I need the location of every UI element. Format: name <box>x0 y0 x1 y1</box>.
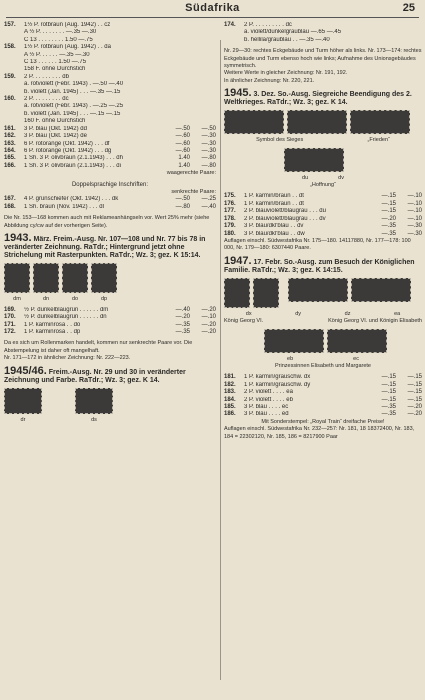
catalog-entry-row <box>4 29 216 36</box>
price-mint <box>164 29 190 36</box>
catalog-number: 159. <box>4 73 16 80</box>
catalog-number <box>4 118 24 125</box>
note: In ähnlicher Zeichnung: Nr. 220, 221. <box>224 77 315 84</box>
catalog-number <box>4 29 24 36</box>
catalog-number: 176. <box>224 200 236 207</box>
catalog-number: 179. <box>224 223 236 230</box>
entry-description: 4 P. grünschiefer (Okt. 1942) . . . dk <box>24 196 119 203</box>
header-rule <box>6 17 419 18</box>
stamp-caption: dy <box>295 310 302 317</box>
price-used <box>190 118 216 125</box>
price-mint: —.15 <box>381 374 396 381</box>
catalog-entry-row <box>4 59 216 66</box>
stamp-caption: dz <box>344 310 351 317</box>
price-used <box>396 29 422 36</box>
stamp-caption: Symbol des Sieges <box>256 137 304 144</box>
price-used <box>396 37 422 44</box>
pair-label: senkrechte Paare: <box>171 188 216 195</box>
price-mint: —.50 <box>175 196 190 203</box>
catalog-number: 169. <box>4 306 16 313</box>
stamp-image <box>4 388 42 414</box>
stamp-caption: du <box>302 174 309 181</box>
entry-description: 6 P. rotorange (Okt. 1942) . . . dg <box>24 147 112 154</box>
note: Auflagen einschl. Südwestafrika Nr. 175—180. 14117880, Nr. 177—178: 100 000, Nr. 179—180: 6307440 Paare. <box>224 237 411 252</box>
column-divider <box>220 40 221 680</box>
price-mint: —.35 <box>381 230 396 237</box>
catalog-entry-row <box>4 133 216 140</box>
price-used <box>190 111 216 118</box>
price-used: —.20 <box>201 321 216 328</box>
stamp-images-sieg-2 <box>224 148 422 172</box>
stamp-caption-row <box>224 318 422 325</box>
right-rows-top <box>224 22 422 44</box>
catalog-number: 180. <box>224 230 236 237</box>
catalog-number: 181. <box>224 374 236 381</box>
stamp-caption: dm <box>13 296 21 303</box>
catalog-entry-row <box>4 322 216 329</box>
entry-description: 1 P. karminrosa . . dp <box>24 329 81 335</box>
price-mint <box>164 22 190 29</box>
stamp-caption: do <box>71 296 79 303</box>
price-used: —.50 <box>201 125 216 132</box>
catalog-entry-row <box>4 103 216 110</box>
section-year: 1943. <box>4 231 32 244</box>
catalog-entry-row <box>224 216 422 223</box>
stamp-caption: König Georg VI. <box>224 318 264 325</box>
stamp-caption: „Hoffnung“ <box>310 182 336 189</box>
stamp-caption: König Georg VI. und Königin Elisabeth <box>328 318 422 325</box>
stamp-images-1947 <box>224 278 422 308</box>
stamp-image <box>264 329 324 353</box>
price-used: —.10 <box>407 215 422 222</box>
catalog-entry-row <box>224 389 422 396</box>
stamp-caption: ea <box>394 310 401 317</box>
price-used: —.30 <box>407 223 422 230</box>
stamp-image <box>62 263 88 293</box>
entry-description: 2 P. . . . . . . . . . dc <box>244 22 292 28</box>
catalog-entry-row <box>4 148 216 155</box>
price-mint <box>370 37 396 44</box>
price-used <box>190 66 216 73</box>
catalog-entry-row <box>4 314 216 321</box>
price-used <box>190 89 216 96</box>
catalog-entry-row <box>4 196 216 203</box>
catalog-number <box>4 111 24 118</box>
entry-description: 1½ P. rotbraun (Aug. 1942) . . da <box>24 44 111 51</box>
catalog-entry-row <box>4 37 216 44</box>
entry-description: 1 Sh. 3 P. olivbraun (2.1.1943) . . . di <box>24 162 121 169</box>
catalog-number <box>4 52 24 59</box>
entry-description: 3 P. blau (Okt. 1942) de <box>24 133 87 140</box>
catalog-entry-row <box>224 223 422 230</box>
catalog-entry-row <box>4 204 216 211</box>
stamp-caption: dv <box>338 174 344 181</box>
price-used: —.15 <box>407 389 422 396</box>
catalog-number: 161. <box>4 125 16 132</box>
left-rows-1943 <box>4 307 216 337</box>
catalog-entry-row <box>4 155 216 162</box>
catalog-number: 162. <box>4 133 16 140</box>
stamp-image <box>224 110 284 134</box>
price-mint <box>164 89 190 96</box>
price-used <box>190 22 216 29</box>
section-year: 1945/46. <box>4 364 47 377</box>
price-mint: —.20 <box>381 215 396 222</box>
section-text: Freim.-Ausg. Nr. 29 und 30 in veränderter Zeichnung und Farbe. RaTdr.; Wz. 3; gez. K 14. <box>4 368 186 384</box>
stamp-images-1947-2 <box>224 329 422 353</box>
price-used: —.10 <box>407 200 422 207</box>
stamp-caption: Prinzessinnen Elisabeth und Margarete <box>274 362 371 369</box>
catalog-entry-row <box>224 22 422 29</box>
price-used <box>190 29 216 36</box>
catalog-entry-row <box>224 37 422 44</box>
price-mint <box>164 44 190 51</box>
entry-description: 3 P. blau . . . . ed <box>244 411 289 418</box>
catalog-entry-row <box>4 141 216 148</box>
stamp-image <box>4 263 30 293</box>
catalog-entry-row <box>4 329 216 336</box>
catalog-number: 172. <box>4 329 16 335</box>
section-text: 3. Dez. So.-Ausg. Siegreiche Beendigung des 2. Weltkrieges. RaTdr.; Wz. 3; gez. K 14. <box>224 91 412 107</box>
stamp-caption: dx <box>245 310 252 317</box>
price-used: —.15 <box>407 374 422 381</box>
price-used: —.20 <box>407 403 422 410</box>
price-mint: —.15 <box>381 200 396 207</box>
catalog-number <box>4 66 24 73</box>
catalog-number: 186. <box>224 411 236 418</box>
price-used: —.20 <box>201 306 216 313</box>
catalog-number: 164. <box>4 147 16 154</box>
right-rows-1947 <box>224 374 422 418</box>
catalog-entry-row <box>224 231 422 238</box>
entry-description: 1 P. karmin/braun . . dt <box>244 200 304 207</box>
stamp-image <box>350 110 410 134</box>
catalog-number: 177. <box>224 208 236 215</box>
catalog-number <box>4 89 24 96</box>
price-mint: 1.40 <box>178 155 190 162</box>
entry-description: 2 P. blauviolett/blaugrau . . . du <box>244 208 326 215</box>
catalog-entry-row <box>4 163 216 170</box>
price-used <box>190 96 216 103</box>
section-text: 17. Febr. So.-Ausg. zum Besuch der Königlichen Familie. RaTdr.; Wz. 3; gez. K 14:15. <box>224 258 415 274</box>
price-mint <box>164 74 190 81</box>
catalog-number: 183. <box>224 389 236 396</box>
stamp-image <box>287 110 347 134</box>
entry-description: 1 P. karmin/braun . . dt <box>244 193 304 200</box>
catalog-number: 171. <box>4 321 16 328</box>
catalog-entry-row <box>4 74 216 81</box>
entry-description: 3 P. blau/dkl'blau . . dv <box>244 223 304 230</box>
entry-description: A ½ P. . . . . . —.35 —.30 <box>24 51 90 58</box>
note: Weitere Werte in gleicher Zeichnung: Nr. 191, 192. <box>224 70 348 77</box>
catalog-number: 170. <box>4 314 16 321</box>
price-mint <box>164 37 190 44</box>
entry-description: b. hellila/graublau . . —.35 —.40 <box>244 36 330 43</box>
stamp-caption-row <box>224 311 422 318</box>
catalog-number: 182. <box>224 381 236 388</box>
entry-description: 1½ P. rotbraun (Aug. 1942) . . cz <box>24 22 111 28</box>
stamp-image <box>75 388 113 414</box>
section-year: 1945. <box>224 87 252 100</box>
catalog-number <box>224 37 244 44</box>
catalog-number: 166. <box>4 162 16 169</box>
entry-description: 3 P. blau . . . . ec <box>244 403 289 410</box>
price-mint: —.15 <box>381 389 396 396</box>
catalog-entry-row <box>224 193 422 200</box>
price-used: —.25 <box>201 196 216 203</box>
stamp-caption: ec <box>353 355 359 362</box>
price-mint: 1.40 <box>178 162 190 169</box>
stamp-image <box>224 278 250 308</box>
catalog-entry-row <box>4 66 216 73</box>
price-used: —.30 <box>407 230 422 237</box>
price-mint: —.50 <box>175 125 190 132</box>
price-used <box>190 44 216 51</box>
catalog-entry-row <box>224 201 422 208</box>
price-mint: —.15 <box>381 381 396 388</box>
entry-description: 1 P. karmin/grauschw. dy <box>244 381 311 388</box>
price-mint <box>164 66 190 73</box>
stamp-caption: dn <box>42 296 50 303</box>
stamp-image <box>284 148 344 172</box>
note: Auflagen einschl. Südwestafrika Nr. 232—257: Nr. 181, 18 18372400, Nr. 183, 184 = 22302120, Nr. 185, 186 = 8217900 Paar <box>224 426 415 440</box>
catalog-number: 160. <box>4 96 16 103</box>
catalog-entry-row <box>4 126 216 133</box>
entry-description: 3 P. blau/dkl'blau . . dw <box>244 230 305 237</box>
entry-description: 6 P. rotorange (Okt. 1942) . . . df <box>24 140 110 147</box>
catalog-entry-row <box>4 52 216 59</box>
price-used: —.30 <box>201 140 216 147</box>
catalog-number: 168. <box>4 203 16 210</box>
price-mint: —.35 <box>175 321 190 328</box>
price-used: —.15 <box>407 381 422 388</box>
catalog-number <box>224 29 244 36</box>
entry-description: 1 Sh. 3 P. olivbraun (2.1.1943) . . . dh <box>24 155 123 162</box>
catalog-entry-row <box>4 89 216 96</box>
stamp-caption: dp <box>100 296 108 303</box>
catalog-number <box>4 37 24 44</box>
section-year: 1947. <box>224 254 252 267</box>
entry-description: C 13 . . . . . . . . 1.50 —.75 <box>24 36 93 43</box>
stamp-images-1945 <box>4 388 216 425</box>
entry-description: a. rotviolett (Febr. 1943) . —.25 —.25 <box>24 103 124 110</box>
price-mint <box>164 96 190 103</box>
stamp-images-sieg <box>224 110 422 134</box>
price-mint <box>164 59 190 66</box>
entry-description: 158 F. ohne Durchstich <box>24 66 86 73</box>
catalog-number: 158. <box>4 44 16 51</box>
stamp-image <box>253 278 279 308</box>
price-mint: —.35 <box>381 223 396 230</box>
price-used <box>396 22 422 29</box>
entry-description: 1 Sh. braun (Nov. 1942) . . . dl <box>24 203 104 210</box>
stamp-images-1943 <box>4 263 216 304</box>
stamp-image <box>33 263 59 293</box>
section-text: März. Freim.-Ausg. Nr. 107—108 und Nr. 77 bis 78 in veränderter Zeichnung. RaTdr.; Hintergrund jetzt ohne Strichelung mit Rasterpunkten. RaTdr.; Wz. 3; gez. K 15:14. <box>4 235 206 259</box>
catalog-entry-row <box>224 374 422 381</box>
stamp-image <box>288 278 348 302</box>
entry-description: 2 P. violett . . . . ea <box>244 389 293 396</box>
price-used: —.30 <box>201 147 216 154</box>
catalog-number: 178. <box>224 215 236 222</box>
stamp-caption: ds <box>91 417 97 424</box>
entry-description: a. violett/dunkelgraublau —.65 —.45 <box>244 29 342 36</box>
note: Nr. 29—30: rechtes Eckgebäude und Turm höher als links. Nr. 173—174: rechtes Eckgebäude und Turm ebenso hoch wie links; Aufnahme des Unionsgebäudes symmetrisch. <box>224 48 422 70</box>
price-mint: —.15 <box>381 193 396 200</box>
catalog-entry-row <box>4 81 216 88</box>
catalog-entry-row <box>4 96 216 103</box>
catalog-number <box>4 103 24 110</box>
stamp-image <box>327 329 387 353</box>
price-used: —.10 <box>407 208 422 215</box>
stamp-caption-row <box>224 356 422 363</box>
price-mint <box>164 111 190 118</box>
left-column <box>4 22 216 427</box>
catalog-entry-row <box>224 404 422 411</box>
entry-description: ½ P. dunkelblaugrün . . . . . . dm <box>24 306 109 313</box>
price-mint: —.60 <box>175 140 190 147</box>
catalog-number: 157. <box>4 22 16 28</box>
catalog-entry-row <box>224 411 422 418</box>
price-used: —.40 <box>201 203 216 210</box>
price-used <box>190 81 216 88</box>
note: Da es sich um Rollenmarken handelt, kommen nur senkrechte Paare vor. Die Abstempelung ist daher oft mangelhaft. <box>4 340 193 354</box>
entry-description: 1 P. karminrosa . . do <box>24 321 81 328</box>
catalog-number: 185. <box>224 403 236 410</box>
price-used: —.20 <box>407 411 422 418</box>
catalog-number: 184. <box>224 396 236 403</box>
page-header-country: Südafrika <box>185 2 240 14</box>
entry-description: C 13 . . . . . . 1.50 —.75 <box>24 59 87 66</box>
entry-description: a. rotviolett (Febr. 1943) . —.50 —.40 <box>24 81 124 88</box>
price-mint <box>164 81 190 88</box>
stamp-image <box>351 278 411 302</box>
price-mint: —.80 <box>175 203 190 210</box>
catalog-number: 175. <box>224 193 236 200</box>
catalog-entry-row <box>4 118 216 125</box>
entry-description: b. violett (Jan. 1945) . . . —.35 —.15 <box>24 88 121 95</box>
note: Nr. 171—172 in ähnlicher Zeichnung: Nr. 222—223. <box>4 355 131 362</box>
note: Mit Sonderstempel: „Royal Train“ dreifache Preise! <box>261 418 385 425</box>
catalog-number <box>4 59 24 66</box>
catalog-entry-row <box>4 307 216 314</box>
price-mint: —.35 <box>381 403 396 410</box>
entry-description: ½ P. dunkelblaugrün . . . . . . dn <box>24 314 107 321</box>
catalog-number: 167. <box>4 196 16 203</box>
price-used: —.10 <box>201 314 216 321</box>
section-1945-46 <box>4 364 216 385</box>
catalog-entry-row <box>224 397 422 404</box>
price-used: —.80 <box>201 162 216 169</box>
left-rows-bilingual <box>4 196 216 211</box>
bilingual-heading: Doppelsprachige Inschriften: <box>71 181 149 188</box>
stamp-image <box>91 263 117 293</box>
price-mint <box>164 103 190 110</box>
stamp-caption: eb <box>287 355 294 362</box>
catalog-entry-row <box>224 382 422 389</box>
price-mint: —.20 <box>175 314 190 321</box>
catalog-entry-row <box>4 22 216 29</box>
right-column <box>224 22 422 441</box>
entry-description: 160 F. ohne Durchstich <box>24 118 86 125</box>
price-used <box>190 74 216 81</box>
stamp-caption-row <box>224 137 422 144</box>
price-mint: —.60 <box>175 147 190 154</box>
price-mint: —.15 <box>381 396 396 403</box>
catalog-number <box>4 81 24 88</box>
price-mint: —.35 <box>381 411 396 418</box>
catalog-entry-row <box>4 111 216 118</box>
catalog-number: 163. <box>4 140 16 147</box>
price-mint: —.35 <box>175 329 190 335</box>
price-mint: —.15 <box>381 208 396 215</box>
catalog-entry-row <box>224 29 422 36</box>
price-mint <box>164 118 190 125</box>
entry-description: 2 P. . . . . . . . . dc <box>24 96 69 103</box>
price-used: —.80 <box>201 155 216 162</box>
price-used <box>190 59 216 66</box>
catalog-number: 165. <box>4 155 16 162</box>
catalog-entry-row <box>224 208 422 215</box>
entry-description: 2 P. violett . . . . eb <box>244 396 293 403</box>
price-used: —.15 <box>407 396 422 403</box>
price-mint <box>164 52 190 59</box>
price-used: —.20 <box>201 329 216 335</box>
section-1943 <box>4 231 216 260</box>
stamp-caption: „Frieden“ <box>367 137 390 144</box>
pair-label: waagerechte Paare: <box>166 170 216 177</box>
section-1947 <box>224 254 422 275</box>
entry-description: 2 P. . . . . . . . . db <box>24 73 69 80</box>
page-number: 25 <box>402 2 415 14</box>
section-1945-sieg <box>224 89 422 107</box>
price-used: —.30 <box>201 133 216 140</box>
catalog-entry-row <box>4 44 216 51</box>
catalog-number: 174. <box>224 22 236 28</box>
price-mint: —.60 <box>175 133 190 140</box>
note: Die Nr. 153—168 kommen auch mit Reklameanhängseln vor. Wert 25% mehr (siehe Abbildung cy/cw auf der vorherigen Seite). <box>4 215 210 229</box>
price-mint: —.40 <box>175 306 190 313</box>
price-mint <box>370 22 396 29</box>
entry-description: 1 P. karmin/grauschw. dx <box>244 374 311 381</box>
right-rows-sieg <box>224 193 422 237</box>
price-used <box>190 103 216 110</box>
entry-description: 2 P. blauviolett/blaugrau . . . dv <box>244 215 326 222</box>
entry-description: 3 P. blau (Okt. 1942) dd <box>24 125 87 132</box>
entry-description: A ½ P. . . . . . . . —.35 —.30 <box>24 29 97 36</box>
price-used <box>190 52 216 59</box>
price-used: —.10 <box>407 193 422 200</box>
stamp-caption: dr <box>20 417 26 424</box>
entry-description: b. violett (Jan. 1945) . . . —.15 —.15 <box>24 110 121 117</box>
price-mint <box>370 29 396 36</box>
stamp-caption-row <box>224 175 422 182</box>
left-rows-top <box>4 22 216 170</box>
price-used <box>190 37 216 44</box>
